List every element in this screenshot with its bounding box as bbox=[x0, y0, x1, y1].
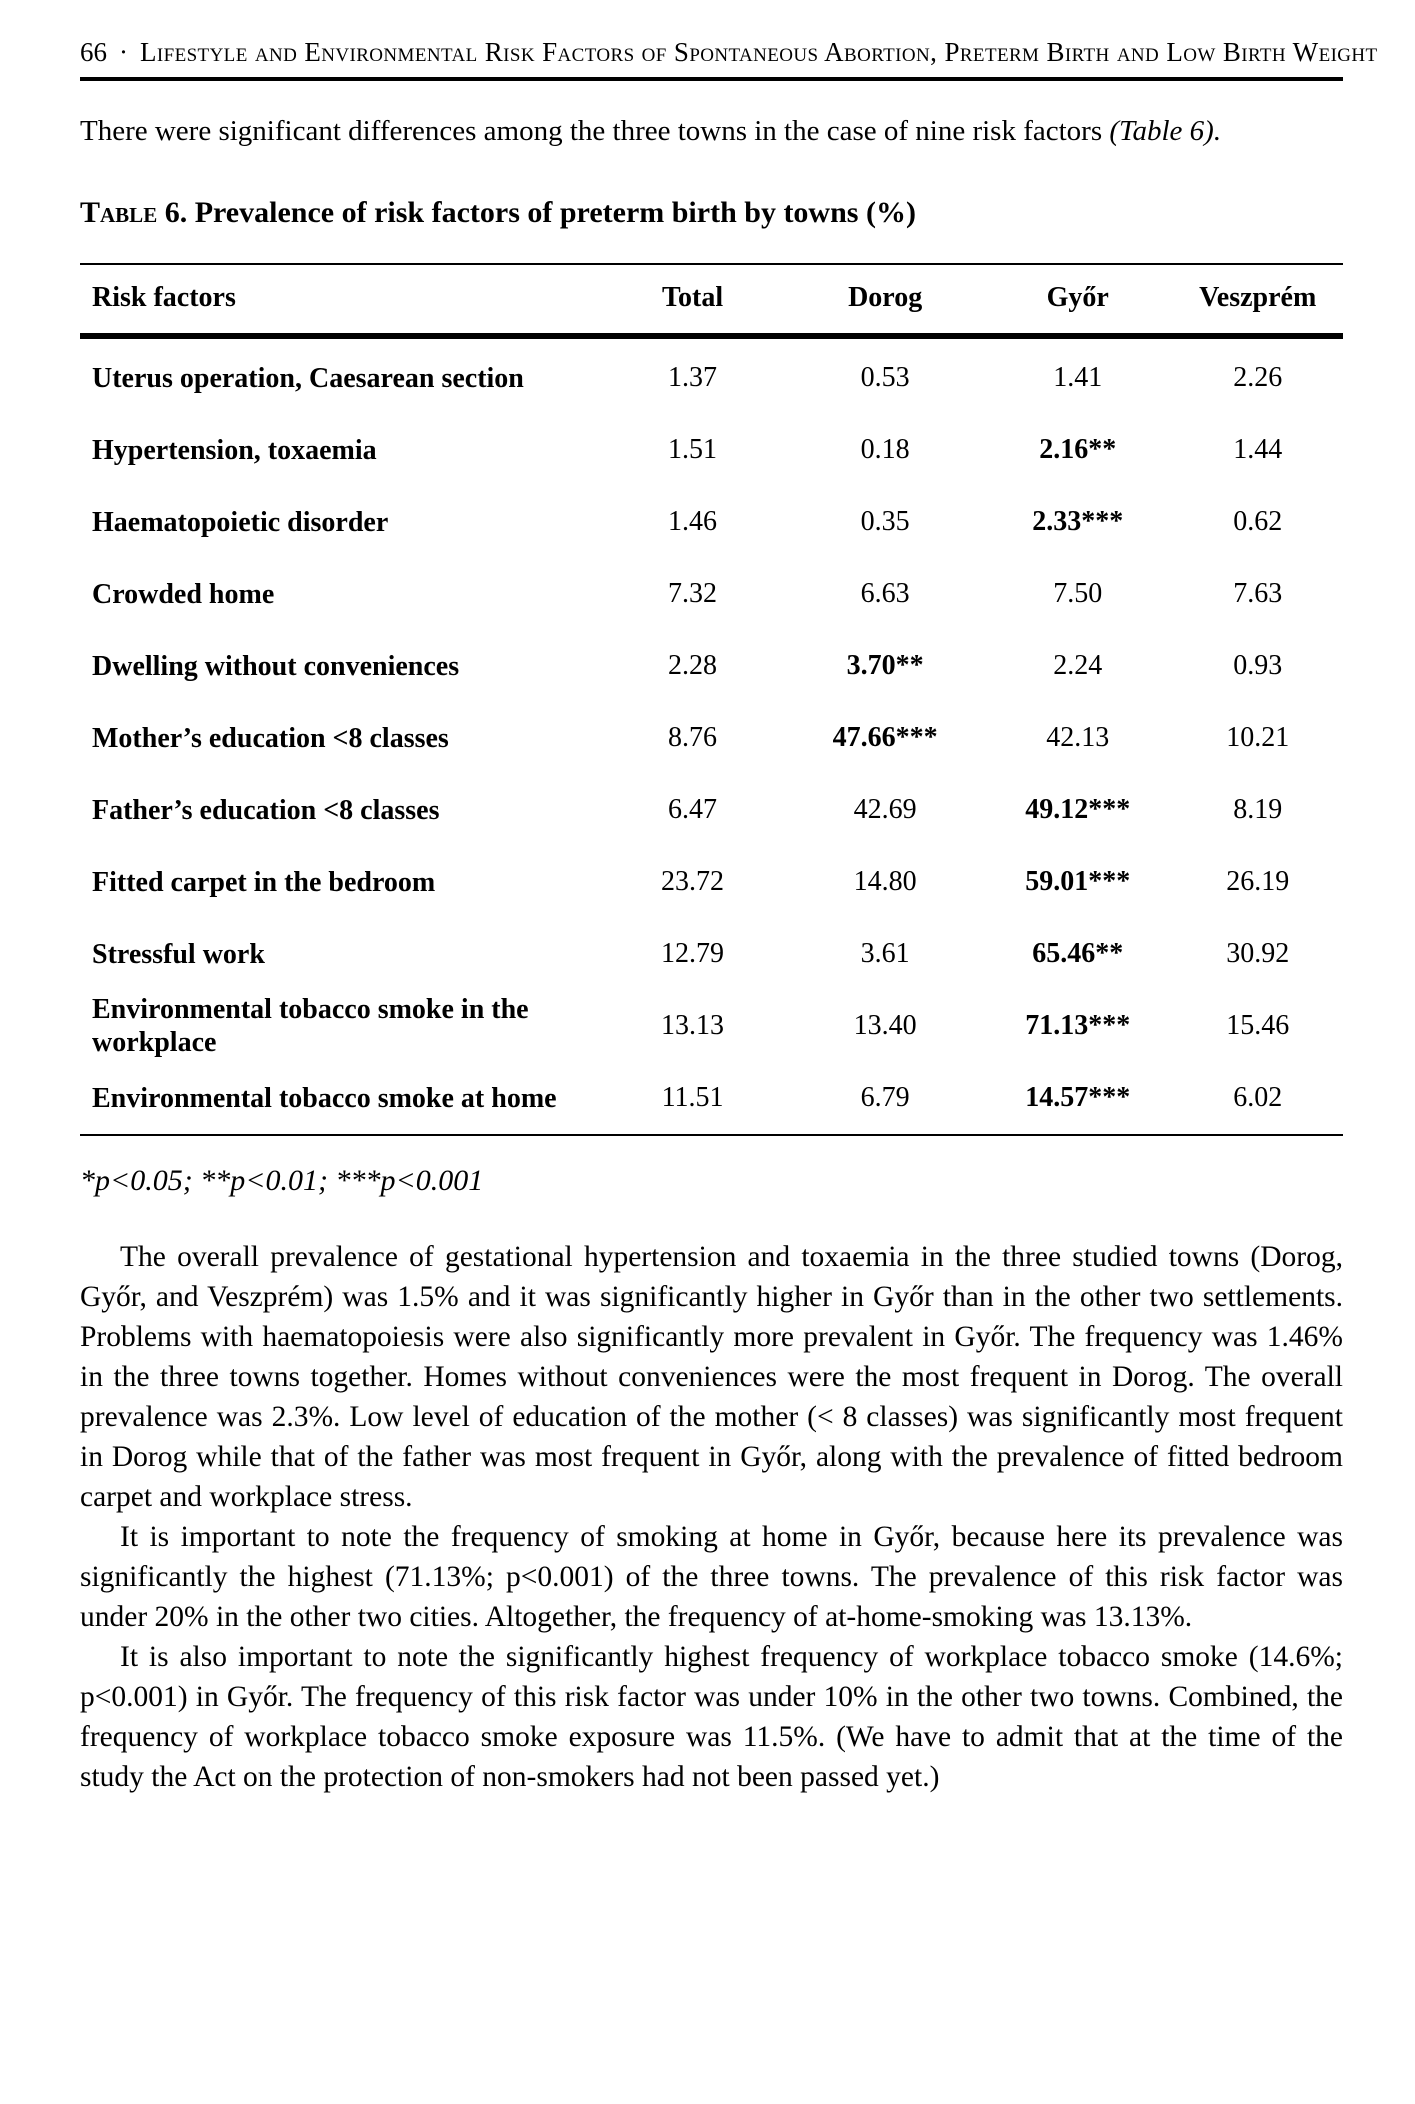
intro-text: There were significant differences among the three towns in the case of nine risk factors bbox=[80, 115, 1110, 147]
cell-gyor: 42.13 bbox=[1046, 722, 1110, 753]
table-reference: (Table 6). bbox=[1109, 115, 1222, 147]
table-row bbox=[80, 1062, 1343, 1134]
cell-dorog: 47.66*** bbox=[832, 722, 938, 753]
paragraph-3: It is also important to note the significantly highest frequency of workplace tobacco smoke (14.6%; p<0.001) in Győr. The frequency of this risk factor was under 10% in the other two towns. Combined, the frequency of workplace tobacco smoke exposure was 11.5%. (We have to admit that at the time of the study the Act on the protection of non-smokers had not been passed yet.) bbox=[80, 1641, 1343, 1793]
row-label: Uterus operation, Caesarean section bbox=[92, 362, 524, 394]
cell-total: 6.47 bbox=[668, 794, 718, 825]
row-label: Fitted carpet in the bedroom bbox=[92, 866, 436, 898]
table-caption-text: 6. Prevalence of risk factors of preterm birth by towns (%) bbox=[157, 196, 916, 229]
cell-total: 13.13 bbox=[661, 1010, 725, 1041]
cell-total: 7.32 bbox=[668, 578, 718, 609]
cell-total: 1.46 bbox=[668, 506, 718, 537]
column-header-veszprem: Veszprém bbox=[1199, 282, 1317, 313]
cell-dorog: 0.53 bbox=[860, 362, 910, 393]
cell-veszprem: 8.19 bbox=[1233, 794, 1283, 825]
page-number: 66 bbox=[80, 37, 107, 67]
header-separator-dot: · bbox=[119, 37, 128, 67]
table-row bbox=[80, 702, 1343, 774]
table-row bbox=[80, 846, 1343, 918]
table-row bbox=[80, 342, 1343, 414]
significance-footnote: *p<0.05; **p<0.01; ***p<0.001 bbox=[80, 1164, 484, 1197]
cell-veszprem: 15.46 bbox=[1226, 1010, 1290, 1041]
table-row bbox=[80, 486, 1343, 558]
table-caption bbox=[80, 195, 1343, 231]
cell-gyor: 7.50 bbox=[1053, 578, 1103, 609]
cell-dorog: 42.69 bbox=[853, 794, 917, 825]
cell-dorog: 3.70** bbox=[846, 650, 924, 681]
cell-gyor: 2.16** bbox=[1039, 434, 1117, 465]
row-label: Mother’s education <8 classes bbox=[92, 722, 449, 754]
intro-paragraph bbox=[80, 111, 1343, 151]
table-body bbox=[80, 339, 1343, 1134]
table-bottom-rule bbox=[80, 1134, 1343, 1136]
table-row bbox=[80, 414, 1343, 486]
table-row bbox=[80, 774, 1343, 846]
table-row bbox=[80, 630, 1343, 702]
table-header-row bbox=[80, 265, 1343, 333]
cell-gyor: 49.12*** bbox=[1025, 794, 1131, 825]
body-text bbox=[80, 1237, 1343, 1797]
column-header-gyor: Győr bbox=[1046, 282, 1109, 313]
cell-veszprem: 7.63 bbox=[1233, 578, 1283, 609]
table-row bbox=[80, 558, 1343, 630]
cell-total: 8.76 bbox=[668, 722, 718, 753]
cell-dorog: 6.79 bbox=[860, 1082, 910, 1113]
cell-veszprem: 2.26 bbox=[1233, 362, 1283, 393]
cell-gyor: 14.57*** bbox=[1025, 1082, 1131, 1113]
column-header-dorog: Dorog bbox=[848, 282, 923, 313]
row-label: Haematopoietic disorder bbox=[92, 506, 389, 538]
table-caption-label: Table bbox=[80, 196, 158, 229]
cell-gyor: 1.41 bbox=[1053, 362, 1103, 393]
cell-veszprem: 10.21 bbox=[1226, 722, 1290, 753]
cell-dorog: 0.35 bbox=[860, 506, 910, 537]
row-label: Environmental tobacco smoke at home bbox=[92, 1082, 557, 1114]
paragraph-2: It is important to note the frequency of smoking at home in Győr, because here its prevalence was significantly the highest (71.13%; p<0.001) of the three towns. The prevalence of this risk factor was under 20% in the other two cities. Altogether, the frequency of at-home-smoking was 13.13%. bbox=[80, 1521, 1343, 1633]
cell-veszprem: 0.93 bbox=[1233, 650, 1283, 681]
cell-dorog: 14.80 bbox=[853, 866, 917, 897]
header-rule bbox=[80, 77, 1343, 81]
cell-dorog: 0.18 bbox=[860, 434, 910, 465]
cell-total: 1.37 bbox=[668, 362, 718, 393]
cell-total: 23.72 bbox=[661, 866, 725, 897]
cell-gyor: 71.13*** bbox=[1025, 1010, 1131, 1041]
cell-total: 11.51 bbox=[661, 1082, 724, 1113]
cell-gyor: 2.33*** bbox=[1032, 506, 1124, 537]
table-row bbox=[80, 990, 1343, 1062]
cell-veszprem: 30.92 bbox=[1226, 938, 1290, 969]
cell-dorog: 3.61 bbox=[860, 938, 910, 969]
column-header-total: Total bbox=[661, 282, 724, 313]
row-label: Environmental tobacco smoke in the workplace bbox=[92, 994, 529, 1058]
row-label: Crowded home bbox=[92, 578, 275, 610]
column-header-risk-factors: Risk factors bbox=[92, 282, 236, 313]
cell-veszprem: 1.44 bbox=[1233, 434, 1283, 465]
table-row bbox=[80, 918, 1343, 990]
running-head bbox=[80, 36, 1378, 68]
cell-gyor: 59.01*** bbox=[1025, 866, 1131, 897]
row-label: Stressful work bbox=[92, 938, 265, 970]
cell-veszprem: 0.62 bbox=[1233, 506, 1283, 537]
cell-veszprem: 6.02 bbox=[1233, 1082, 1283, 1113]
row-label: Dwelling without conveniences bbox=[92, 650, 460, 682]
cell-total: 2.28 bbox=[668, 650, 718, 681]
row-label: Hypertension, toxaemia bbox=[92, 434, 377, 466]
cell-gyor: 65.46** bbox=[1032, 938, 1124, 969]
risk-factors-table bbox=[80, 263, 1343, 1136]
cell-veszprem: 26.19 bbox=[1226, 866, 1290, 897]
cell-dorog: 13.40 bbox=[853, 1010, 917, 1041]
cell-total: 12.79 bbox=[661, 938, 725, 969]
cell-total: 1.51 bbox=[668, 434, 718, 465]
row-label: Father’s education <8 classes bbox=[92, 794, 440, 826]
cell-gyor: 2.24 bbox=[1053, 650, 1103, 681]
cell-dorog: 6.63 bbox=[860, 578, 910, 609]
running-head-title: Lifestyle and Environmental Risk Factors of Spontaneous Abortion, Preterm Birth and Low Birth Weight bbox=[140, 37, 1378, 67]
paragraph-1: The overall prevalence of gestational hypertension and toxaemia in the three studied towns (Dorog, Győr, and Veszprém) was 1.5% and it was significantly higher in Győr than in the other two settlements. Problems with haematopoiesis were also significantly more prevalent in Győr. The frequency was 1.46% in the three towns together. Homes without conveniences were the most frequent in Dorog. The overall prevalence was 2.3%. Low level of education of the mother (< 8 classes) was significantly most frequent in Dorog while that of the father was most frequent in Győr, along with the prevalence of fitted bedroom carpet and workplace stress. bbox=[80, 1241, 1343, 1513]
